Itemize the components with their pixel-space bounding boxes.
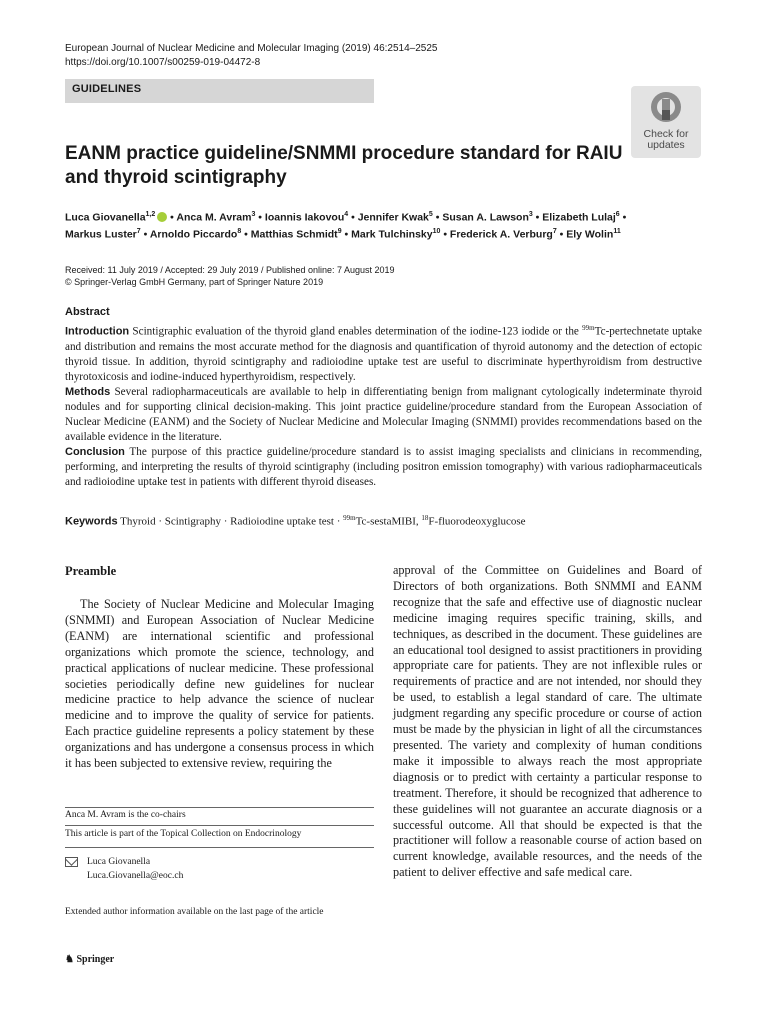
affiliation-marker: 3 bbox=[251, 211, 256, 218]
affiliation-marker: 6 bbox=[615, 211, 620, 218]
footnote-collection: This article is part of the Topical Collection on Endocrinology bbox=[65, 829, 302, 839]
affiliation-marker: 5 bbox=[428, 211, 433, 218]
author-separator: • bbox=[556, 228, 567, 241]
author-separator: • bbox=[440, 228, 450, 241]
orcid-icon[interactable] bbox=[157, 212, 167, 222]
doi-link[interactable]: https://doi.org/10.1007/s00259-019-04472-8 bbox=[65, 57, 261, 68]
author-name[interactable]: Ely Wolin bbox=[566, 228, 614, 241]
conclusion-text: The purpose of this practice guideline/procedure standard is to assist imaging specialists and clinicians in recommending, performing, and interpreting the results of thyroid scintigraphy (including positron emission tomography) with various radiopharmaceuticals and radioiodine uptake test in patients with different thyroid diseases. bbox=[65, 445, 702, 488]
author-name[interactable]: Anca M. Avram bbox=[176, 211, 252, 224]
footnote-divider bbox=[65, 847, 374, 848]
affiliation-marker: 3 bbox=[528, 211, 533, 218]
keywords-heading: Keywords bbox=[65, 515, 118, 528]
affiliation-marker: 11 bbox=[613, 228, 621, 235]
introduction-text-a: Scintigraphic evaluation of the thyroid gland enables determination of the iodine-123 iodide or the bbox=[129, 325, 583, 338]
preamble-heading: Preamble bbox=[65, 564, 117, 578]
author-separator: • bbox=[255, 211, 265, 224]
methods-text: Several radiopharmaceuticals are available to help in differentiating benign from malignant cytologically indeterminate thyroid nodules and for supporting clinical decision-making. This joint practice guideline/procedure standard from the European Association of Nuclear Medicine (EANM) and the Society of Nuclear Medicine and Molecular Imaging (SNMMI) provides recommendations based on the available evidence in the literature. bbox=[65, 385, 702, 443]
author-name[interactable]: Markus Luster bbox=[65, 228, 137, 241]
preamble-left-column bbox=[65, 597, 374, 772]
affiliation-marker: 10 bbox=[432, 228, 441, 235]
author-name[interactable]: Luca Giovanella bbox=[65, 211, 146, 224]
preamble-right-column bbox=[393, 563, 702, 881]
footnote-divider bbox=[65, 807, 374, 808]
keywords-text-b: Tc-sestaMIBI, bbox=[355, 515, 422, 528]
check-updates-line1: Check for bbox=[643, 128, 689, 140]
article-dates: Received: 11 July 2019 / Accepted: 29 July 2019 / Published online: 7 August 2019 bbox=[65, 265, 395, 275]
author-name[interactable]: Susan A. Lawson bbox=[442, 211, 529, 224]
author-list-line-2 bbox=[65, 225, 705, 242]
abstract-body bbox=[65, 321, 702, 490]
methods-heading: Methods bbox=[65, 385, 111, 398]
author-name[interactable]: Elizabeth Lulaj bbox=[542, 211, 616, 224]
abstract-heading: Abstract bbox=[65, 306, 110, 318]
keywords-superscript-1: 99m bbox=[343, 514, 356, 522]
footnote-extended-info: Extended author information available on the last page of the article bbox=[65, 907, 324, 917]
article-title bbox=[65, 142, 625, 190]
author-separator: • bbox=[341, 228, 352, 241]
keywords bbox=[65, 511, 526, 529]
check-for-updates-badge[interactable] bbox=[631, 86, 701, 158]
affiliation-marker: 7 bbox=[136, 228, 141, 235]
footnote-cochair: Anca M. Avram is the co-chairs bbox=[65, 810, 186, 820]
affiliation-marker: 9 bbox=[337, 228, 342, 235]
author-separator: • bbox=[348, 211, 358, 224]
envelope-icon bbox=[65, 857, 78, 867]
author-separator: • bbox=[619, 211, 627, 224]
affiliation-marker: 1,2 bbox=[145, 211, 156, 218]
keywords-text-c: F-fluorodeoxyglucose bbox=[428, 515, 526, 528]
conclusion-heading: Conclusion bbox=[65, 445, 125, 458]
introduction-heading: Introduction bbox=[65, 325, 130, 338]
author-name[interactable]: Jennifer Kwak bbox=[357, 211, 429, 224]
section-label: GUIDELINES bbox=[72, 83, 142, 95]
preamble-paragraph-1: The Society of Nuclear Medicine and Molecular Imaging (SNMMI) and European Association of Nuclear Medicine (EANM) are international scientific and professional organizations which promote the science, technology, and practical applications of nuclear medicine. These professional societies periodically define new guidelines for nuclear medicine practice to help advance the science of nuclear medicine and to improve the quality of service for patients. Each practice guideline represents a policy statement by these organizations and has undergone a consensus process in which it has been subjected to extensive review, requiring the bbox=[65, 597, 374, 771]
author-separator: • bbox=[432, 211, 443, 224]
author-separator: • bbox=[241, 228, 251, 241]
affiliation-marker: 7 bbox=[552, 228, 557, 235]
affiliation-marker: 4 bbox=[344, 211, 349, 218]
keywords-superscript-2: 18 bbox=[421, 514, 429, 522]
check-updates-icon bbox=[649, 90, 683, 124]
author-name[interactable]: Arnoldo Piccardo bbox=[149, 228, 238, 241]
author-separator: • bbox=[532, 211, 543, 224]
preamble-paragraph-2: approval of the Committee on Guidelines and Board of Directors of both organizations. Both SNMMI and EANM recognize that the safe and effective use of diagnostic nuclear medicine imaging requires specific training, skills, and techniques, as described in the document. These guidelines are an educational tool designed to assist practitioners in providing appropriate care for patients. They are not inflexible rules or requirements of practice and are not intended, nor should they be used, to establish a legal standard of care. The ultimate judgment regarding any specific procedure or course of action must be made by the physician in light of all the circumstances presented. The variety and complexity of human conditions make it impossible to always reach the most appropriate diagnosis or to predict with certainty a particular response to treatment. Therefore, it should be recognized that adherence to these guidelines will not guarantee an accurate diagnosis or a successful outcome. All that should be expected is that the practitioner will follow a reasonable course of action based on current knowledge, available resources, and the needs of the patient to deliver effective and safe medical care. bbox=[393, 563, 702, 880]
journal-citation: European Journal of Nuclear Medicine and Molecular Imaging (2019) 46:2514–2525 bbox=[65, 43, 438, 54]
copyright-notice: © Springer-Verlag GmbH Germany, part of Springer Nature 2019 bbox=[65, 277, 324, 287]
author-separator: • bbox=[167, 211, 177, 224]
abstract-conclusion bbox=[65, 445, 702, 490]
corresponding-author-email[interactable]: Luca.Giovanella@eoc.ch bbox=[87, 871, 184, 881]
abstract-methods bbox=[65, 385, 702, 445]
footnote-divider bbox=[65, 825, 374, 826]
springer-horse-icon: ♞ bbox=[65, 954, 74, 965]
affiliation-marker: 8 bbox=[237, 228, 242, 235]
title-line-2: and thyroid scintigraphy bbox=[65, 167, 287, 188]
author-list-line-1 bbox=[65, 208, 705, 225]
section-label-bar bbox=[65, 79, 374, 103]
isotope-superscript: 99m bbox=[582, 324, 595, 332]
introduction-text-b: Tc-pertechnetate uptake and distribution and remains the most accurate method for the diagnosis and quantification of thyroid autonomy and the detection of ectopic thyroid tissue. In addition, thyroid scintigraphy and radioiodine uptake test are useful to discriminate hyperthyroidism from destructive thyrotoxicosis and iodine-induced hyperthyroidism, respectively. bbox=[65, 325, 702, 383]
author-separator: • bbox=[140, 228, 150, 241]
publisher-name: Springer bbox=[76, 954, 115, 965]
abstract-introduction bbox=[65, 321, 702, 385]
author-name[interactable]: Mark Tulchinsky bbox=[351, 228, 433, 241]
author-name[interactable]: Ioannis Iakovou bbox=[264, 211, 345, 224]
publisher-logo bbox=[65, 954, 114, 965]
author-name[interactable]: Matthias Schmidt bbox=[250, 228, 338, 241]
author-name[interactable]: Frederick A. Verburg bbox=[449, 228, 553, 241]
corresponding-author-name: Luca Giovanella bbox=[87, 857, 151, 867]
check-updates-line2: updates bbox=[647, 139, 685, 151]
keywords-text-a: Thyroid · Scintigraphy · Radioiodine uptake test · bbox=[117, 515, 344, 528]
title-line-1: EANM practice guideline/SNMMI procedure standard for RAIU bbox=[65, 143, 623, 164]
